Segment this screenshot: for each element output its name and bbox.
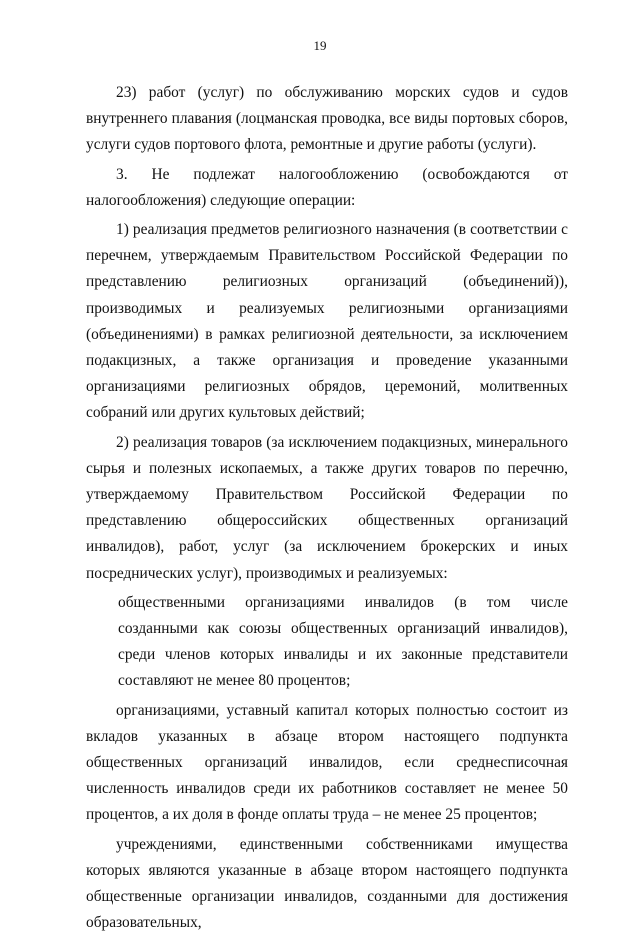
- paragraph-public-organizations: общественными организациями инвалидов (в том числе созданными как союзы общественных организаций инвалидов), среди членов которых инвалиды и их законные представители составляют не менее 80 процентов;: [118, 593, 568, 690]
- paragraph-item-23: 23) работ (услуг) по обслуживанию морских судов и судов внутреннего плавания (лоцманская проводка, все виды портовых сборов, услуги судов портового флота, ремонтные и другие работы (услуги).: [86, 84, 568, 154]
- paragraph-subitem-2: 2) реализация товаров (за исключением подакцизных, минерального сырья и полезных ископаемых, а также других товаров по перечню, утверждаемому Правительством Российской Федерации по представлению общероссийских общественных организаций инвалидов), работ, услуг (за исключением брокерских и иных посреднических услуг), производимых и реализуемых:: [86, 433, 568, 582]
- paragraph-section-3: 3. Не подлежат налогообложению (освобождаются от налогообложения) следующие операции:: [86, 165, 568, 209]
- document-body: [86, 80, 568, 940]
- paragraph-organizations-capital: организациями, уставный капитал которых полностью состоит из вкладов указанных в абзаце втором настоящего подпункта общественных организаций инвалидов, если среднесписочная численность инвалидов среди их работников составляет не менее 50 процентов, а их доля в фонде оплаты труда – не менее 25 процентов;: [86, 701, 568, 824]
- paragraph-institutions: учреждениями, единственными собственниками имущества которых являются указанные в абзаце втором настоящего подпункта общественные организации инвалидов, созданными для достижения образовательных,: [86, 835, 568, 932]
- paragraph-subitem-1: 1) реализация предметов религиозного назначения (в соответствии с перечнем, утверждаемым Правительством Российской Федерации по представлению религиозных организаций (объединений)), производимых и реализуемых религиозными организациями (объединениями) в рамках религиозной деятельности, за исключением подакцизных, а также организация и проведение указанными организациями религиозных обрядов, церемоний, молитвенных собраний или других культовых действий;: [86, 221, 568, 422]
- page-number: 19: [313, 38, 327, 53]
